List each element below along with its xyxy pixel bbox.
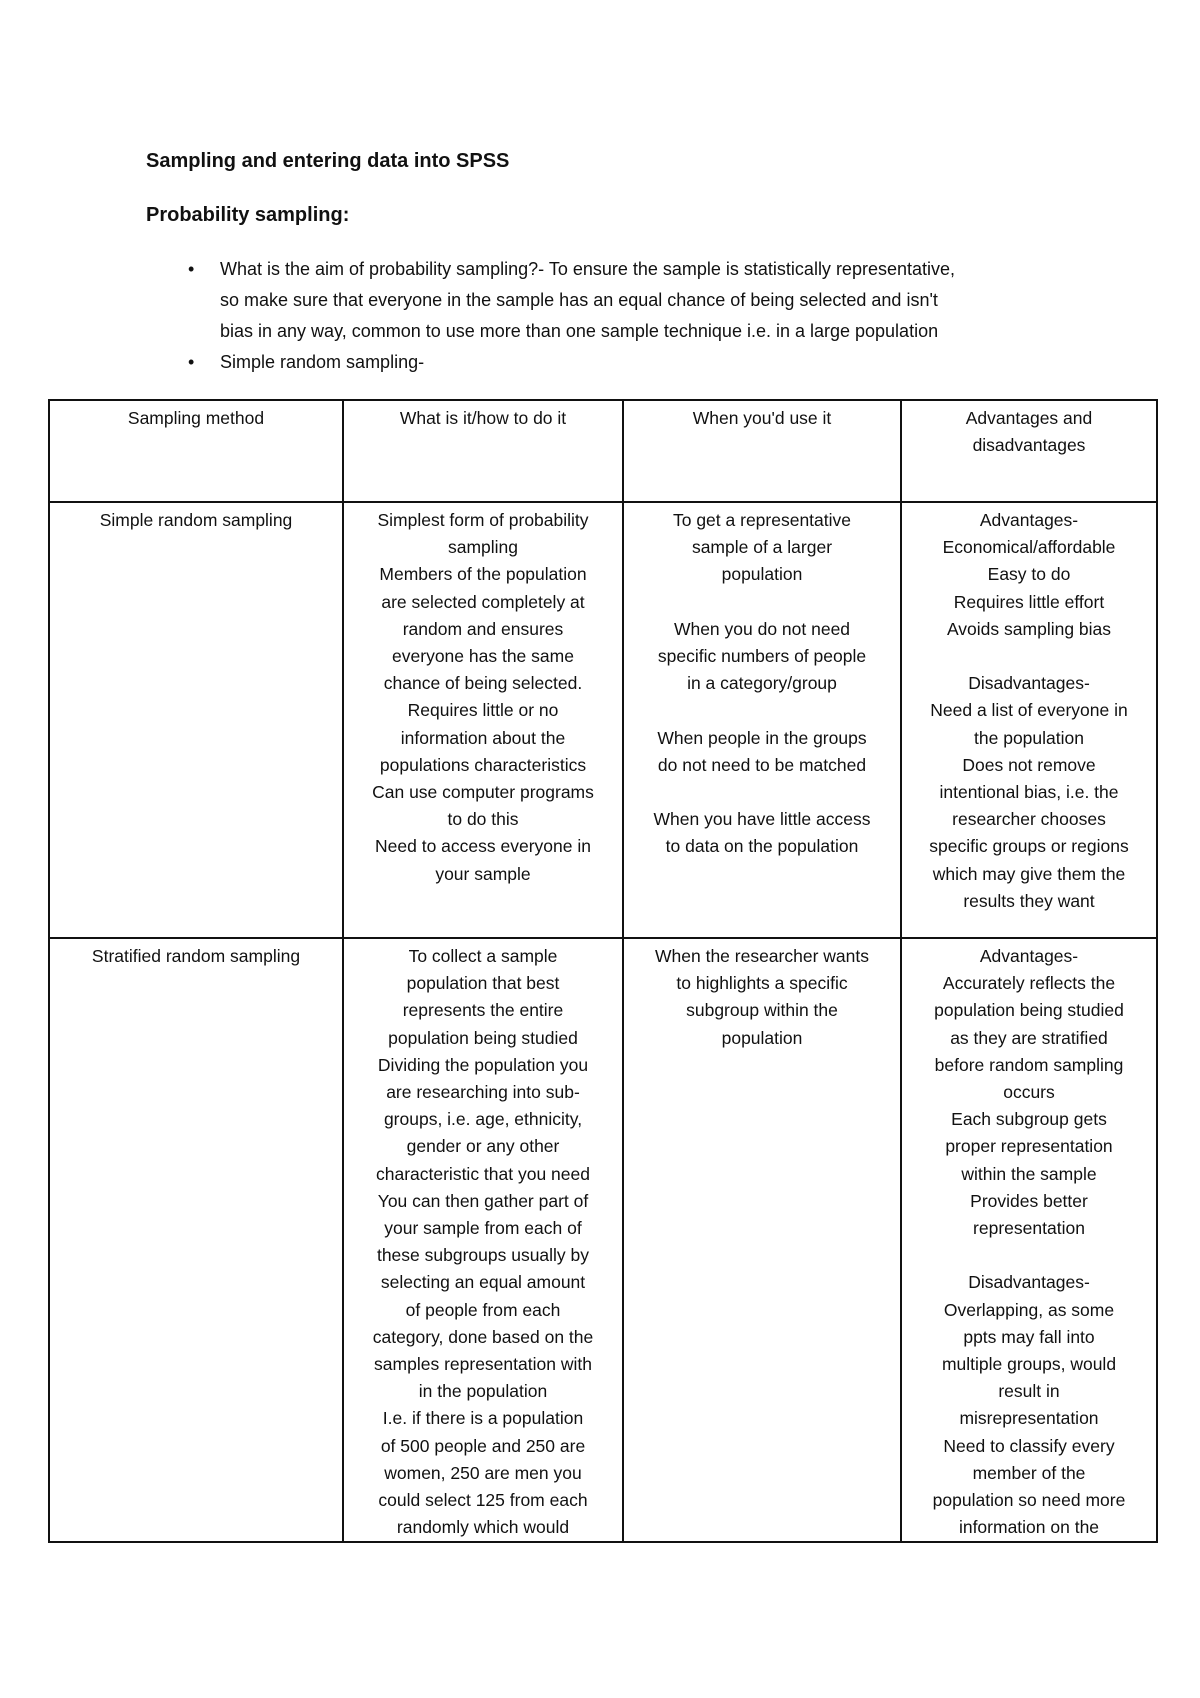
- cell-text-line: Need to access everyone in: [375, 836, 591, 857]
- cell-text-line: population being studied: [388, 1027, 578, 1048]
- cell-text-line: When people in the groups: [657, 727, 867, 748]
- cell-text-line: Advantages-: [979, 946, 1079, 966]
- advantages-cell: [901, 502, 1157, 938]
- cell-text-line: population that best: [406, 973, 560, 994]
- cell-text-line: Disadvantages-: [968, 1272, 1090, 1293]
- cell-text-line: to data on the population: [665, 836, 859, 857]
- header-label: Advantages and: [965, 408, 1093, 428]
- sampling-methods-table: [48, 399, 1158, 1543]
- cell-text-line: Requires little effort: [953, 591, 1105, 612]
- table-row: [49, 502, 1157, 938]
- cell-text-line: You can then gather part of: [377, 1190, 589, 1211]
- cell-text-line: these subgroups usually by: [376, 1245, 590, 1266]
- cell-text-line: When you have little access: [653, 809, 871, 830]
- cell-text-line: population: [721, 564, 803, 585]
- cell-text-line: ppts may fall into: [963, 1326, 1095, 1347]
- cell-text-line: Can use computer programs: [372, 782, 594, 803]
- cell-text-line: Accurately reflects the: [942, 973, 1116, 994]
- cell-text-line: To collect a sample: [408, 946, 558, 966]
- cell-text-line: information on the: [958, 1517, 1100, 1538]
- advantages-cell: [901, 938, 1157, 1542]
- cell-text-line: When you do not need: [673, 618, 851, 639]
- cell-text-line: [912, 643, 1146, 670]
- cell-text-line: as they are stratified: [950, 1027, 1108, 1048]
- cell-text-line: subgroup within the: [686, 1000, 838, 1021]
- cell-text-line: intentional bias, i.e. the: [939, 782, 1119, 803]
- cell-text-line: sample of a larger: [691, 537, 833, 558]
- cell-text-line: could select 125 from each: [378, 1490, 588, 1511]
- cell-text-line: Disadvantages-: [968, 673, 1090, 694]
- cell-text-line: before random sampling: [934, 1054, 1124, 1075]
- cell-text-line: Overlapping, as some: [943, 1299, 1115, 1320]
- when-cell: [623, 938, 901, 1542]
- cell-text-line: samples representation with: [374, 1354, 592, 1375]
- method-cell: [49, 502, 343, 938]
- cell-text-line: Easy to do: [987, 564, 1071, 585]
- cell-text-line: represents the entire: [402, 1000, 564, 1021]
- cell-text-line: category, done based on the: [372, 1326, 594, 1347]
- header-label: When you'd use it: [692, 408, 832, 428]
- cell-text-line: populations characteristics: [379, 754, 587, 775]
- cell-text-line: representation: [973, 1218, 1085, 1239]
- header-label: Sampling method: [127, 408, 265, 428]
- cell-text-line: population: [721, 1027, 803, 1048]
- cell-text-line: your sample: [435, 863, 531, 884]
- what-cell: [343, 502, 623, 938]
- cell-text-line: proper representation: [945, 1136, 1113, 1157]
- cell-text-line: Need a list of everyone in: [930, 700, 1128, 721]
- document-title: Sampling and entering data into SPSS: [146, 150, 510, 172]
- cell-text-line: Advantages-: [979, 510, 1079, 530]
- bullet-text-line: • Simple random sampling-: [220, 352, 425, 372]
- cell-text-line: result in: [998, 1381, 1060, 1402]
- cell-text-line: Requires little or no: [407, 700, 559, 721]
- header-cell-what-is-it: [343, 400, 623, 502]
- cell-text-line: are researching into sub-: [386, 1082, 580, 1103]
- bullet-text-line: so make sure that everyone in the sample has an equal chance of being selected and isn't: [220, 290, 938, 310]
- cell-text-line: I.e. if there is a population: [382, 1408, 584, 1429]
- table-header-row: [49, 400, 1157, 502]
- cell-text-line: When the researcher wants: [655, 946, 869, 966]
- cell-text-line: selecting an equal amount: [380, 1272, 586, 1293]
- cell-text-line: your sample from each of: [384, 1218, 582, 1239]
- cell-text-line: Each subgroup gets: [951, 1109, 1107, 1130]
- cell-text-line: everyone has the same: [392, 646, 574, 667]
- header-label: disadvantages: [972, 435, 1086, 456]
- cell-text-line: the population: [974, 727, 1084, 748]
- cell-text-line: [912, 1242, 1146, 1269]
- cell-text-line: to do this: [447, 809, 519, 830]
- cell-text-line: of people from each: [405, 1299, 561, 1320]
- cell-text-line: population so need more: [932, 1490, 1126, 1511]
- method-name: Stratified random sampling: [91, 946, 301, 966]
- header-label: What is it/how to do it: [399, 408, 567, 428]
- cell-text-line: Economical/affordable: [942, 537, 1116, 558]
- cell-text-line: Provides better: [970, 1190, 1088, 1211]
- cell-text-line: chance of being selected.: [383, 673, 583, 694]
- method-cell: [49, 938, 343, 1542]
- cell-text-line: Need to classify every: [943, 1435, 1115, 1456]
- cell-text-line: population being studied: [934, 1000, 1124, 1021]
- cell-text-line: researcher chooses: [952, 809, 1106, 830]
- header-cell-advantages: [901, 400, 1157, 502]
- section-heading-probability-sampling: Probability sampling:: [146, 204, 350, 226]
- cell-text-line: Members of the population: [379, 564, 587, 585]
- cell-text-line: specific groups or regions: [929, 836, 1129, 857]
- cell-text-line: Dividing the population you: [377, 1054, 589, 1075]
- cell-text-line: of 500 people and 250 are: [380, 1435, 586, 1456]
- cell-text-line: sampling: [447, 537, 519, 558]
- cell-text-line: groups, i.e. age, ethnicity,: [383, 1109, 583, 1130]
- cell-text-line: specific numbers of people: [657, 646, 867, 666]
- cell-text-line: random and ensures: [402, 618, 564, 639]
- cell-text-line: occurs: [1003, 1082, 1055, 1103]
- cell-text-line: member of the: [972, 1462, 1086, 1483]
- cell-text-line: do not need to be matched: [657, 754, 867, 775]
- bullet-text-line: bias in any way, common to use more than one sample technique i.e. in a large population: [220, 321, 939, 341]
- cell-text-line: results they want: [963, 890, 1095, 911]
- cell-text-line: misrepresentation: [959, 1408, 1099, 1429]
- cell-text-line: which may give them the: [932, 863, 1126, 884]
- cell-text-line: Does not remove: [962, 754, 1096, 775]
- method-name: Simple random sampling: [99, 510, 293, 530]
- cell-text-line: [634, 779, 890, 806]
- cell-text-line: information about the: [400, 727, 566, 748]
- cell-text-line: in a category/group: [687, 673, 837, 694]
- cell-text-line: [634, 697, 890, 724]
- cell-text-line: within the sample: [961, 1163, 1097, 1184]
- cell-text-line: [634, 589, 890, 616]
- cell-text-line: characteristic that you need: [375, 1163, 590, 1184]
- bullet-item-aim: [188, 254, 1068, 347]
- bullet-text-line: • What is the aim of probability sampling?- To ensure the sample is statistically representative,: [220, 259, 956, 279]
- cell-text-line: randomly which would: [396, 1517, 570, 1538]
- header-cell-when-used: [623, 400, 901, 502]
- table-row: [49, 938, 1157, 1542]
- cell-text-line: Avoids sampling bias: [946, 618, 1112, 639]
- bullet-list: [188, 254, 1068, 378]
- header-cell-sampling-method: [49, 400, 343, 502]
- cell-text-line: gender or any other: [406, 1136, 560, 1157]
- cell-text-line: in the population: [418, 1381, 548, 1402]
- when-cell: [623, 502, 901, 938]
- what-cell: [343, 938, 623, 1542]
- cell-text-line: to highlights a specific: [676, 973, 848, 994]
- cell-text-line: Simplest form of probability: [377, 510, 589, 530]
- bullet-item-simple-random: [188, 347, 1068, 378]
- cell-text-line: women, 250 are men you: [384, 1462, 582, 1483]
- cell-text-line: are selected completely at: [381, 591, 585, 612]
- cell-text-line: To get a representative: [672, 510, 852, 530]
- cell-text-line: multiple groups, would: [941, 1354, 1117, 1375]
